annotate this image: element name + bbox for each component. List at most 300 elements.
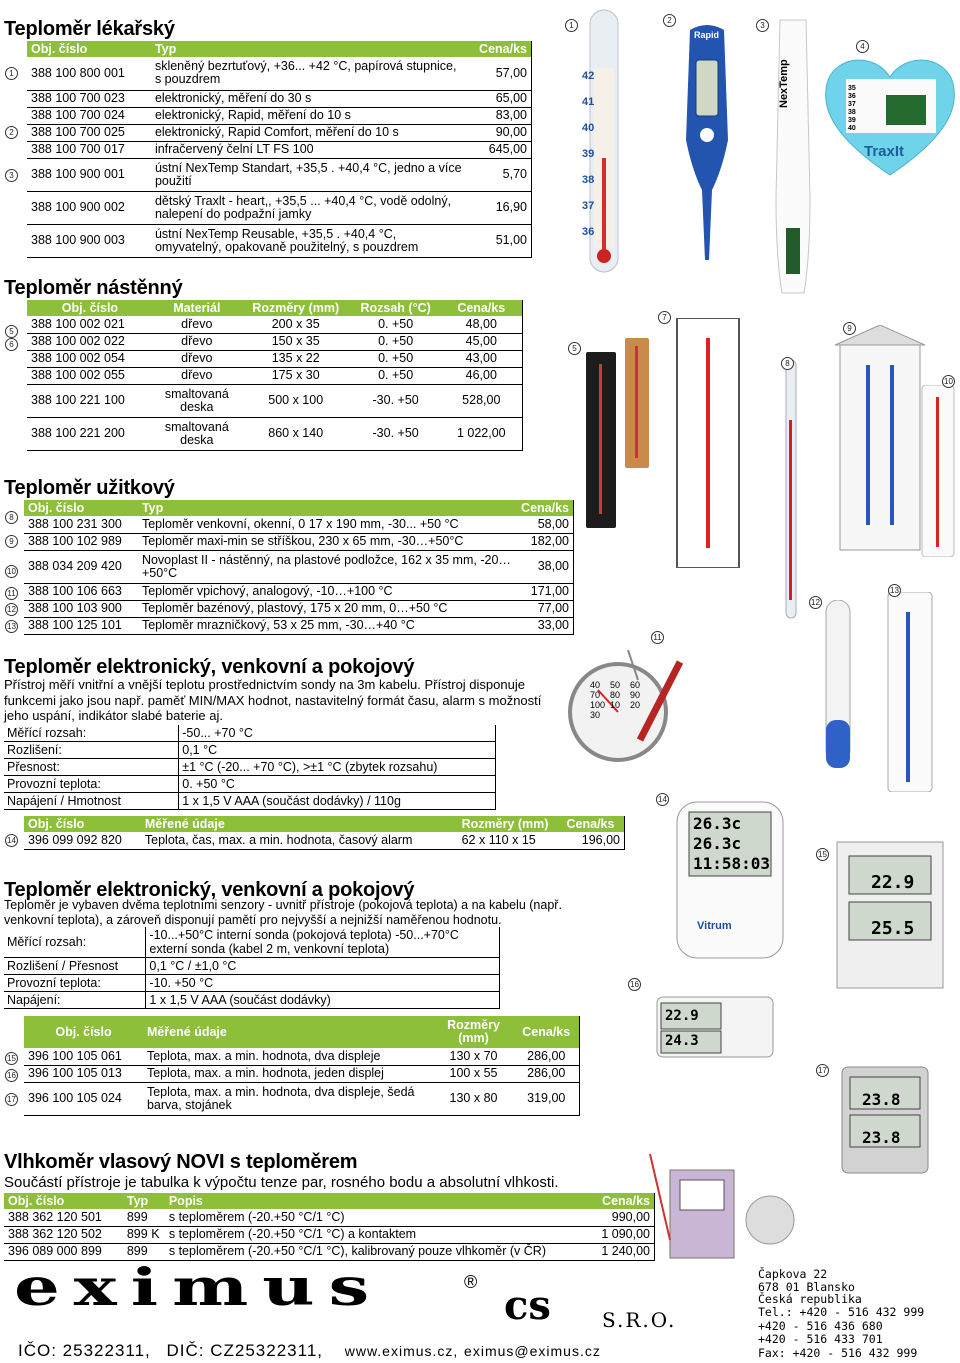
table-row bbox=[24, 583, 574, 600]
table-cell: 396 100 105 024 bbox=[24, 1082, 143, 1115]
spec-table-1 bbox=[4, 725, 496, 810]
table-cell: elektronický, měření do 30 s bbox=[151, 90, 467, 107]
brand-label: Vitrum bbox=[697, 920, 732, 932]
image-label: 42 bbox=[582, 70, 595, 82]
table-cell: 388 100 700 025 bbox=[27, 124, 151, 141]
table-cell: Teploměr mrazničkový, 53 x 25 mm, -30…+40 °C bbox=[138, 617, 517, 634]
product-image-glass-thermometer bbox=[580, 8, 628, 278]
item-number-marker: 11 bbox=[651, 631, 664, 644]
spec-row bbox=[4, 725, 496, 742]
table-cell: 396 100 105 061 bbox=[24, 1048, 143, 1065]
item-number-marker: 15 bbox=[816, 848, 829, 861]
table-cell: 57,00 bbox=[467, 57, 532, 90]
table-cell: 388 362 120 502 bbox=[4, 1226, 123, 1243]
product-image-pool bbox=[820, 600, 856, 770]
table-row bbox=[27, 124, 532, 141]
footer-line: Fax: +420 - 516 432 999 bbox=[758, 1345, 918, 1360]
spec-value: 1 x 1,5 V AAA (součást dodávky) bbox=[146, 992, 500, 1009]
table-row bbox=[27, 57, 532, 90]
image-label: 38 bbox=[582, 174, 595, 186]
image-label: 23.8 bbox=[862, 1128, 901, 1147]
image-label: 40 bbox=[582, 122, 595, 134]
table-medical bbox=[27, 41, 532, 258]
image-label: 40 bbox=[848, 125, 856, 132]
col-header: Materiál bbox=[153, 300, 241, 316]
item-number-marker: 2 bbox=[5, 126, 18, 139]
table-cell: s teploměrem (-20.+50 °C/1 °C), kalibrovaný pouze vlhkoměr (v ČR) bbox=[165, 1243, 583, 1260]
image-label: 41 bbox=[582, 96, 595, 108]
table-cell: 1 090,00 bbox=[583, 1226, 655, 1243]
image-label: 100 bbox=[590, 700, 606, 710]
spec-row bbox=[4, 992, 500, 1009]
table-row bbox=[27, 158, 532, 191]
product-image-wall-white bbox=[676, 318, 740, 568]
section-title-hygrometer: Vlhkoměr vlasový NOVI s teploměrem bbox=[4, 1151, 358, 1173]
product-image-maxmin bbox=[830, 325, 930, 555]
spec-row bbox=[4, 975, 500, 992]
table-cell: 388 100 900 002 bbox=[27, 191, 151, 224]
image-label: 80 bbox=[610, 690, 621, 700]
footer-line: 678 01 Blansko bbox=[758, 1279, 855, 1294]
footer-dic: DIČ: CZ25322311, bbox=[166, 1341, 323, 1360]
table-cell: 1 022,00 bbox=[441, 417, 523, 450]
spec-label: Rozlišení / Přesnost bbox=[4, 958, 146, 975]
table-row bbox=[27, 350, 523, 367]
image-label: 60 bbox=[630, 680, 641, 690]
col-header: Rozměry (mm) bbox=[458, 816, 563, 832]
scale-labels bbox=[582, 70, 602, 252]
table-row bbox=[27, 224, 532, 257]
product-image-dial-probe bbox=[568, 640, 688, 790]
table-cell: 860 x 140 bbox=[241, 417, 351, 450]
section-title-electronic-2: Teploměr elektronický, venkovní a pokojový bbox=[4, 879, 415, 901]
spec-row bbox=[4, 927, 500, 958]
table-cell: 388 100 221 200 bbox=[27, 417, 153, 450]
table-cell: 396 100 105 013 bbox=[24, 1065, 143, 1082]
table-cell: 65,00 bbox=[467, 90, 532, 107]
spec-value: 1 x 1,5 V AAA (součást dodávky) / 110g bbox=[179, 793, 496, 810]
item-number-marker: 7 bbox=[658, 311, 671, 324]
table-cell: 388 100 800 001 bbox=[27, 57, 151, 90]
brand-label: Rapid bbox=[694, 30, 720, 40]
product-image-freezer bbox=[880, 592, 940, 792]
table-cell: 38,00 bbox=[517, 550, 573, 583]
item-number-marker: 10 bbox=[5, 565, 18, 578]
company-logo bbox=[14, 1256, 677, 1338]
table-row bbox=[24, 600, 574, 617]
footer-line: +420 - 516 436 680 bbox=[758, 1318, 883, 1333]
table-cell: 388 100 700 023 bbox=[27, 90, 151, 107]
table-cell: 182,00 bbox=[517, 533, 573, 550]
footer-ico: IČO: 25322311, bbox=[18, 1341, 151, 1360]
product-image-vitrum bbox=[675, 800, 785, 960]
product-image-window bbox=[770, 360, 814, 620]
product-image-single-display bbox=[655, 995, 775, 1060]
image-label: 40 bbox=[590, 680, 601, 690]
table-row bbox=[24, 550, 574, 583]
table-cell: skleněný bezrtuťový, +36... +42 °C, papírová stupnice, s pouzdrem bbox=[151, 57, 467, 90]
image-label: 35 bbox=[848, 85, 856, 92]
col-header: Obj. číslo bbox=[24, 500, 138, 516]
col-header: Cena/ks bbox=[513, 1016, 579, 1048]
col-header: Měřené údaje bbox=[143, 1016, 434, 1048]
section-title-wall: Teploměr nástěnný bbox=[4, 277, 183, 299]
table-row bbox=[24, 1065, 580, 1082]
image-label: 36 bbox=[848, 93, 856, 100]
col-header: Rozměry (mm) bbox=[434, 1016, 514, 1048]
table-cell: 899 bbox=[123, 1209, 165, 1226]
table-cell: 43,00 bbox=[441, 350, 523, 367]
logo-suffix: cs bbox=[504, 1282, 551, 1329]
spec-table-2 bbox=[4, 927, 500, 1009]
image-label: 22.9 bbox=[871, 872, 915, 893]
table-cell: 5,70 bbox=[467, 158, 532, 191]
footer-line: Tel.: +420 - 516 432 999 bbox=[758, 1305, 925, 1319]
section-intro: Teploměr je vybaven dvěma teplotními senzory - uvnitř přístroje (pokojová teplota) a na kabelu (např. venkovní teplota), a zároveň disponují pamětí pro nejvyšší a nejnižší naměřenou hodnotu. bbox=[4, 898, 562, 927]
table-cell: 990,00 bbox=[583, 1209, 655, 1226]
table-cell: 500 x 100 bbox=[241, 384, 351, 417]
col-header: Popis bbox=[165, 1193, 583, 1209]
table-cell: 46,00 bbox=[441, 367, 523, 384]
item-number-marker: 17 bbox=[5, 1093, 18, 1106]
product-image-wall-wood bbox=[624, 338, 650, 468]
image-label: 24.3 bbox=[665, 1033, 699, 1049]
table-row bbox=[27, 417, 523, 450]
item-number-marker: 5 bbox=[5, 325, 18, 338]
image-label: 39 bbox=[582, 148, 595, 160]
spec-label: Provozní teplota: bbox=[4, 776, 179, 793]
spec-label: Provozní teplota: bbox=[4, 975, 146, 992]
table-cell: 388 100 002 054 bbox=[27, 350, 153, 367]
table-row bbox=[27, 191, 532, 224]
table-cell: 388 100 102 989 bbox=[24, 533, 138, 550]
table-cell: dřevo bbox=[153, 316, 241, 333]
table-row bbox=[27, 367, 523, 384]
logo-text: eximus bbox=[14, 1256, 384, 1318]
item-number-marker: 16 bbox=[628, 978, 641, 991]
table-hygrometer bbox=[4, 1193, 655, 1261]
spec-row bbox=[4, 793, 496, 810]
footer-line: +420 - 516 433 701 bbox=[758, 1332, 883, 1346]
table-cell: Teplota, max. a min. hodnota, jeden displej bbox=[143, 1065, 434, 1082]
item-number-marker: 17 bbox=[816, 1064, 829, 1077]
table-cell: 0. +50 bbox=[351, 333, 441, 350]
item-number-marker: 9 bbox=[5, 535, 18, 548]
table-cell: Teplota, max. a min. hodnota, dva displeje bbox=[143, 1048, 434, 1065]
item-number-marker: 5 bbox=[568, 342, 581, 355]
col-header: Měřené údaje bbox=[141, 816, 458, 832]
product-image-electronic-thermometer bbox=[672, 20, 742, 268]
table-cell: ústní NexTemp Reusable, +35,5 . +40,4 °C, omyvatelný, opakovaně použitelný, s pouzdrem bbox=[151, 224, 467, 257]
table-cell: 899 K bbox=[123, 1226, 165, 1243]
item-number-marker: 13 bbox=[888, 584, 901, 597]
table-utility bbox=[24, 500, 574, 635]
col-header: Obj. číslo bbox=[4, 1193, 123, 1209]
table-cell: 286,00 bbox=[513, 1048, 579, 1065]
lcd-readout bbox=[693, 814, 773, 874]
table-row bbox=[24, 617, 574, 634]
table-row bbox=[24, 1082, 580, 1115]
col-header: Obj. číslo bbox=[27, 300, 153, 316]
table-cell: 130 x 80 bbox=[434, 1082, 514, 1115]
table-cell: 0. +50 bbox=[351, 316, 441, 333]
product-image-traxit bbox=[820, 45, 960, 180]
spec-value: 0. +50 °C bbox=[179, 776, 496, 793]
table-wall bbox=[27, 300, 523, 451]
table-cell: 388 100 900 001 bbox=[27, 158, 151, 191]
table-cell: -30. +50 bbox=[351, 384, 441, 417]
item-number-marker: 13 bbox=[5, 620, 18, 633]
item-number-marker: 8 bbox=[5, 511, 18, 524]
table-cell: s teploměrem (-20.+50 °C/1 °C) a kontaktem bbox=[165, 1226, 583, 1243]
item-number-marker: 14 bbox=[5, 834, 18, 847]
table-cell: Teploměr venkovní, okenní, 0 17 x 190 mm, -30... +50 °C bbox=[138, 516, 517, 533]
table-cell: 33,00 bbox=[517, 617, 573, 634]
image-label: 37 bbox=[848, 101, 856, 108]
image-label: 23.8 bbox=[862, 1090, 901, 1109]
col-header: Cena/ks bbox=[583, 1193, 655, 1209]
table-cell: dřevo bbox=[153, 367, 241, 384]
col-header: Rozměry (mm) bbox=[241, 300, 351, 316]
footer-ids bbox=[18, 1341, 601, 1361]
table-cell: 175 x 30 bbox=[241, 367, 351, 384]
table-cell: smaltovaná deska bbox=[153, 384, 241, 417]
product-image-nextemp bbox=[770, 18, 816, 300]
image-label: 70 bbox=[590, 690, 601, 700]
col-header: Cena/ks bbox=[563, 816, 625, 832]
col-header: Obj. číslo bbox=[27, 41, 151, 57]
table-cell: 51,00 bbox=[467, 224, 532, 257]
table-row bbox=[27, 316, 523, 333]
lcd-readout bbox=[862, 1081, 922, 1157]
spec-value: 0,1 °C bbox=[179, 742, 496, 759]
item-number-marker: 11 bbox=[5, 587, 18, 600]
col-header: Typ bbox=[138, 500, 517, 516]
table-cell: elektronický, Rapid Comfort, měření do 10 s bbox=[151, 124, 467, 141]
table-cell: 388 100 221 100 bbox=[27, 384, 153, 417]
table-cell: 388 034 209 420 bbox=[24, 550, 138, 583]
table-cell: 388 100 900 003 bbox=[27, 224, 151, 257]
logo-sro: S.R.O. bbox=[602, 1308, 677, 1332]
table-cell: 286,00 bbox=[513, 1065, 579, 1082]
table-cell: 77,00 bbox=[517, 600, 573, 617]
brand-label: TraxIt bbox=[864, 143, 905, 160]
item-number-marker: 8 bbox=[781, 357, 794, 370]
table-cell: 90,00 bbox=[467, 124, 532, 141]
footer-line: Čapkova 22 bbox=[758, 1267, 828, 1281]
item-number-marker: 1 bbox=[5, 67, 18, 80]
product-image-wall-black bbox=[584, 352, 618, 528]
table-cell: Teplota, čas, max. a min. hodnota, časový alarm bbox=[141, 832, 458, 849]
image-label: 20 bbox=[630, 700, 641, 710]
footer-email-link[interactable]: eximus@eximus.cz bbox=[464, 1343, 601, 1359]
item-number-marker: 12 bbox=[809, 596, 822, 609]
image-label: 11:58:03 bbox=[693, 854, 771, 873]
table-cell: dětský Traxlt - heart,, +35,5 ... +40,4 °C, vodě odolný, nalepení do podpažní jamky bbox=[151, 191, 467, 224]
product-image-grey-stand bbox=[840, 1065, 930, 1175]
spec-value: ±1 °C (-20... +70 °C), >±1 °C (zbytek rozsahu) bbox=[179, 759, 496, 776]
dial-labels bbox=[590, 680, 650, 720]
item-number-marker: 16 bbox=[5, 1069, 18, 1082]
table-cell: dřevo bbox=[153, 350, 241, 367]
item-number-marker: 12 bbox=[5, 603, 18, 616]
table-cell: 388 362 120 501 bbox=[4, 1209, 123, 1226]
image-label: 30 bbox=[590, 710, 601, 720]
image-label: 26.3c bbox=[693, 834, 742, 853]
spec-label: Měřící rozsah: bbox=[4, 927, 146, 958]
item-number-marker: 15 bbox=[5, 1052, 18, 1065]
table-cell: 62 x 110 x 15 bbox=[458, 832, 563, 849]
image-label: 39 bbox=[848, 117, 856, 124]
table-cell: 16,90 bbox=[467, 191, 532, 224]
table-cell: 899 bbox=[123, 1243, 165, 1260]
item-number-marker: 3 bbox=[756, 19, 769, 32]
table-cell: 396 099 092 820 bbox=[24, 832, 141, 849]
table-cell: 388 100 700 024 bbox=[27, 107, 151, 124]
image-label: 37 bbox=[582, 200, 595, 212]
image-label: 36 bbox=[582, 226, 595, 238]
col-header: Rozsah (°C) bbox=[351, 300, 441, 316]
col-header: Typ bbox=[123, 1193, 165, 1209]
col-header: Cena/ks bbox=[517, 500, 573, 516]
table-cell: 388 100 002 022 bbox=[27, 333, 153, 350]
item-number-marker: 1 bbox=[565, 19, 578, 32]
table-cell: 200 x 35 bbox=[241, 316, 351, 333]
table-cell: smaltovaná deska bbox=[153, 417, 241, 450]
table-cell: 83,00 bbox=[467, 107, 532, 124]
table-cell: 0. +50 bbox=[351, 367, 441, 384]
table-cell: s teploměrem (-20.+50 °C/1 °C) bbox=[165, 1209, 583, 1226]
image-label: 50 bbox=[610, 680, 621, 690]
image-label: 22.9 bbox=[665, 1008, 699, 1024]
table-cell: Teploměr maxi-min se stříškou, 230 x 65 mm, -30…+50°C bbox=[138, 533, 517, 550]
table-cell: 388 100 106 663 bbox=[24, 583, 138, 600]
footer-line: Česká republika bbox=[758, 1292, 862, 1306]
table-cell: 135 x 22 bbox=[241, 350, 351, 367]
table-cell: 388 100 002 021 bbox=[27, 316, 153, 333]
footer-address bbox=[758, 1268, 862, 1306]
section-title-medical: Teploměr lékařský bbox=[4, 18, 175, 40]
table-row bbox=[24, 533, 574, 550]
table-cell: Teploměr bazénový, plastový, 175 x 20 mm, 0…+50 °C bbox=[138, 600, 517, 617]
spec-value: -10...+50°C interní sonda (pokojová teplota) -50...+70°C externí sonda (kabel 2 m, venkovní teplota) bbox=[146, 927, 500, 958]
table-cell: Novoplast II - nástěnný, na plastové podložce, 162 x 35 mm, -20…+50°C bbox=[138, 550, 517, 583]
image-label: 38 bbox=[848, 109, 856, 116]
image-label: 90 bbox=[630, 690, 641, 700]
lcd-readout bbox=[665, 1004, 721, 1054]
item-number-marker: 2 bbox=[663, 14, 676, 27]
table-cell: 388 100 002 055 bbox=[27, 367, 153, 384]
table-cell: 150 x 35 bbox=[241, 333, 351, 350]
table-cell: dřevo bbox=[153, 333, 241, 350]
section-title-electronic-1: Teploměr elektronický, venkovní a pokojový bbox=[4, 656, 415, 678]
table-row bbox=[24, 516, 574, 533]
lcd-readout bbox=[871, 860, 931, 952]
table-cell: 388 100 231 300 bbox=[24, 516, 138, 533]
table-cell: 645,00 bbox=[467, 141, 532, 158]
footer-phones bbox=[758, 1306, 924, 1360]
table-cell: 58,00 bbox=[517, 516, 573, 533]
table-cell: 196,00 bbox=[563, 832, 625, 849]
col-header: Cena/ks bbox=[441, 300, 523, 316]
col-header: Cena/ks bbox=[467, 41, 532, 57]
product-image-novoplast bbox=[918, 385, 958, 557]
table-cell: 100 x 55 bbox=[434, 1065, 514, 1082]
footer-web-link[interactable]: www.eximus.cz, bbox=[344, 1343, 459, 1359]
table-cell: 528,00 bbox=[441, 384, 523, 417]
table-row bbox=[24, 832, 625, 849]
col-header: Obj. číslo bbox=[24, 1016, 143, 1048]
col-header: Typ bbox=[151, 41, 467, 57]
logo-registered: ® bbox=[464, 1272, 478, 1292]
spec-label: Měřící rozsah: bbox=[4, 725, 179, 742]
item-number-marker: 10 bbox=[942, 375, 955, 388]
table-cell: 396 089 000 899 bbox=[4, 1243, 123, 1260]
spec-row bbox=[4, 742, 496, 759]
table-cell: 0. +50 bbox=[351, 350, 441, 367]
spec-label: Rozlišení: bbox=[4, 742, 179, 759]
table-row bbox=[4, 1226, 655, 1243]
spec-label: Napájení / Hmotnost bbox=[4, 793, 179, 810]
spec-row bbox=[4, 958, 500, 975]
spec-row bbox=[4, 776, 496, 793]
section-intro: Přístroj měří vnitřní a vnější teplotu prostřednictvím sondy na 3m kabelu. Přístroj disponuje funkcemi jako jsou např. paměť MIN/MAX hodnot, nastavitelný formát času, alarm s možností jeho uspání, indikátor slabé baterie aj. bbox=[4, 677, 542, 723]
table-row bbox=[27, 384, 523, 417]
spec-label: Napájení: bbox=[4, 992, 146, 1009]
spec-row bbox=[4, 759, 496, 776]
brand-label: NexTemp bbox=[778, 59, 790, 108]
col-header: Obj. číslo bbox=[24, 816, 141, 832]
table-cell: 319,00 bbox=[513, 1082, 579, 1115]
table-row bbox=[27, 107, 532, 124]
table-row bbox=[27, 141, 532, 158]
spec-value: -50... +70 °C bbox=[179, 725, 496, 742]
spec-value: -10. +50 °C bbox=[146, 975, 500, 992]
product-image-dual-display bbox=[835, 840, 945, 990]
table-cell: infračervený čelní LT FS 100 bbox=[151, 141, 467, 158]
image-label: 26.3c bbox=[693, 814, 742, 833]
spec-label: Přesnost: bbox=[4, 759, 179, 776]
table-cell: elektronický, Rapid, měření do 10 s bbox=[151, 107, 467, 124]
section-intro: Součástí přístroje je tabulka k výpočtu tenze par, rosného bodu a absolutní vlhkosti. bbox=[4, 1174, 559, 1191]
item-number-marker: 9 bbox=[843, 322, 856, 335]
table-electronic-2 bbox=[24, 1016, 580, 1116]
item-number-marker: 3 bbox=[5, 169, 18, 182]
table-electronic-1 bbox=[24, 816, 625, 850]
item-number-marker: 4 bbox=[856, 40, 869, 53]
table-cell: Teploměr vpichový, analogový, -10…+100 °C bbox=[138, 583, 517, 600]
table-cell: 388 100 700 017 bbox=[27, 141, 151, 158]
table-cell: 171,00 bbox=[517, 583, 573, 600]
section-title-utility: Teploměr užitkový bbox=[4, 477, 175, 499]
spec-value: 0,1 °C / ±1,0 °C bbox=[146, 958, 500, 975]
table-row bbox=[4, 1209, 655, 1226]
heart-values bbox=[848, 85, 856, 133]
table-row bbox=[27, 333, 523, 350]
table-cell: 388 100 103 900 bbox=[24, 600, 138, 617]
product-image-hygrometer bbox=[640, 1150, 800, 1260]
table-cell: ústní NexTemp Standart, +35,5 . +40,4 °C, jedno a více použití bbox=[151, 158, 467, 191]
table-cell: 45,00 bbox=[441, 333, 523, 350]
table-cell: Teplota, max. a min. hodnota, dva displeje, šedá barva, stojánek bbox=[143, 1082, 434, 1115]
image-label: 25.5 bbox=[871, 918, 915, 939]
table-row bbox=[24, 1048, 580, 1065]
table-cell: -30. +50 bbox=[351, 417, 441, 450]
table-cell: 48,00 bbox=[441, 316, 523, 333]
table-cell: 1 240,00 bbox=[583, 1243, 655, 1260]
image-label: 10 bbox=[610, 700, 621, 710]
table-cell: 130 x 70 bbox=[434, 1048, 514, 1065]
